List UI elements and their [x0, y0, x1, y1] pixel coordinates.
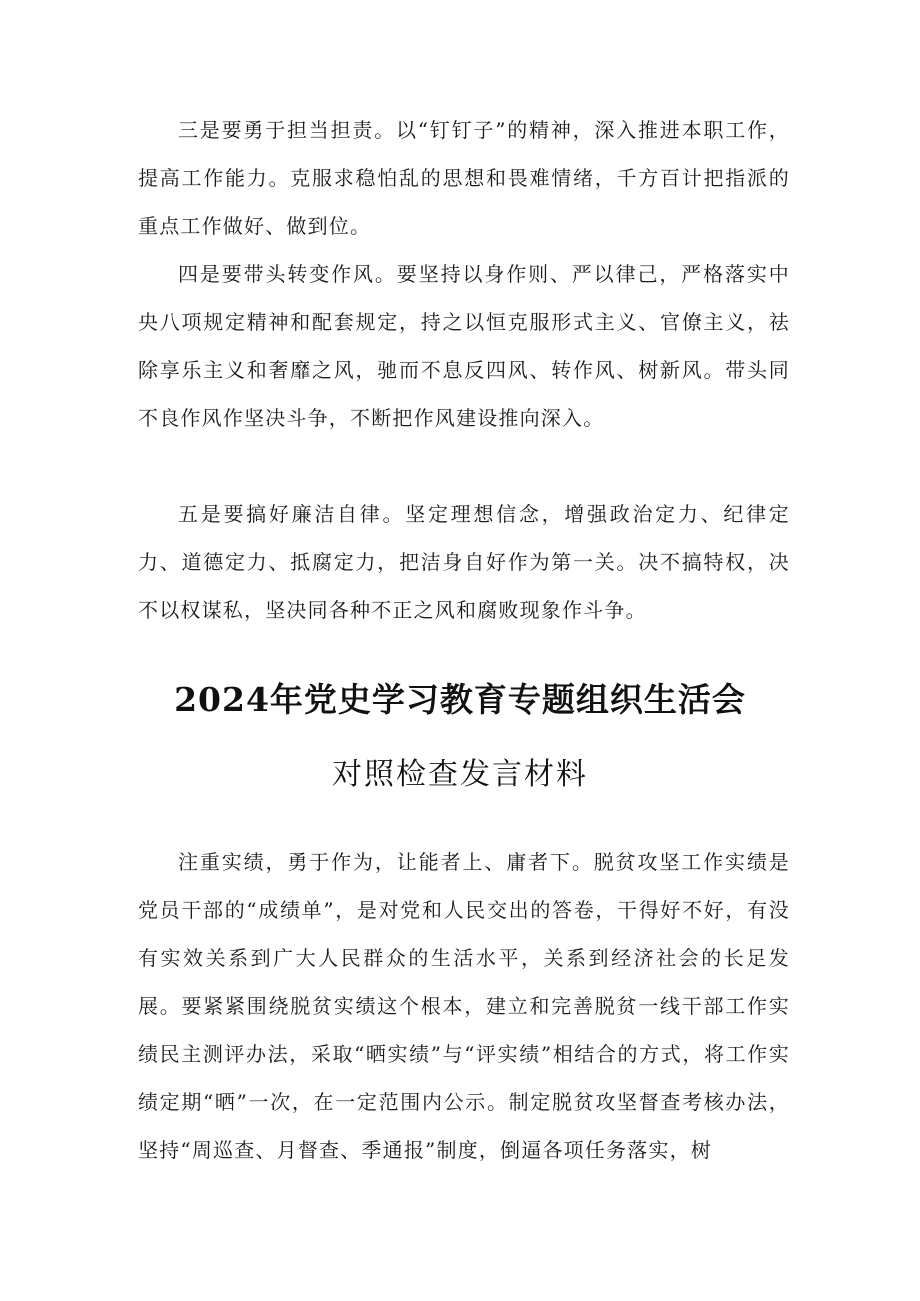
paragraph-responsibility: 三是要勇于担当担责。以“钉钉子”的精神，深入推进本职工作，提高工作能力。克服求稳怕乱的思想和畏难情绪，千方百计把指派的重点工作做好、做到位。 [138, 118, 790, 238]
paragraph-work-style: 四是要带头转变作风。要坚持以身作则、严以律己，严格落实中央八项规定精神和配套规定，持之以恒克服形式主义、官僚主义，祛除享乐主义和奢靡之风，驰而不息反四风、转作风、树新风。带头同不良作风作坚决斗争，不断把作风建设推向深入。 [138, 262, 790, 430]
document-subtitle: 对照检查发言材料 [332, 757, 588, 792]
paragraph-performance: 注重实绩，勇于作为，让能者上、庸者下。脱贫攻坚工作实绩是党员干部的“成绩单”，是对党和人民交出的答卷，干得好不好，有没有实效关系到广大人民群众的生活水平，关系到经济社会的长足发展。要紧紧围绕脱贫实绩这个根本，建立和完善脱贫一线干部工作实绩民主测评办法，采取“晒实绩”与“评实绩”相结合的方式，将工作实绩定期“晒”一次，在一定范围内公示。制定脱贫攻坚督查考核办法，坚持“周巡查、月督查、季通报”制度，倒逼各项任务落实，树 [138, 850, 790, 1162]
document-title: 2024年党史学习教育专题组织生活会 [174, 680, 746, 719]
paragraph-integrity: 五是要搞好廉洁自律。坚定理想信念，增强政治定力、纪律定力、道德定力、抵腐定力，把洁身自好作为第一关。决不搞特权，决不以权谋私，坚决同各种不正之风和腐败现象作斗争。 [138, 502, 790, 622]
